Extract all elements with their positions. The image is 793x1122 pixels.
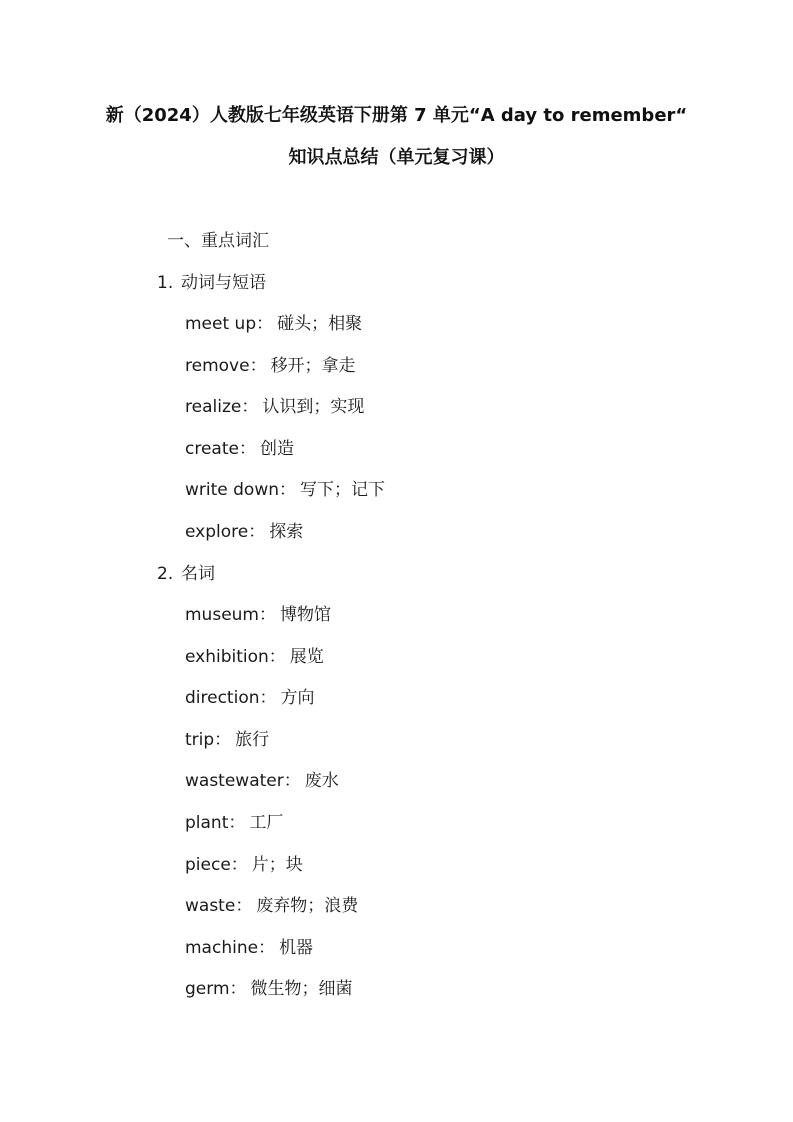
vocab-meaning: 认识到；实现 xyxy=(262,397,365,418)
vocab-term: explore xyxy=(185,521,249,542)
vocab-meaning: 工厂 xyxy=(249,812,284,833)
vocab-term: exhibition xyxy=(185,646,269,667)
group-heading-nouns xyxy=(157,562,215,586)
vocab-term: remove xyxy=(185,355,250,376)
vocab-meaning: 旅行 xyxy=(235,729,270,750)
vocab-term: direction xyxy=(185,688,260,709)
vocab-item xyxy=(185,603,358,645)
vocab-meaning: 废水 xyxy=(304,771,339,792)
vocab-meaning: 探索 xyxy=(269,521,304,542)
document-title-line-1: 新（2024）人教版七年级英语下册第 7 单元“A day to remember“ xyxy=(105,105,688,126)
vocab-item xyxy=(185,478,385,520)
vocab-separator: ： xyxy=(214,729,232,750)
vocab-term: write down xyxy=(185,480,280,501)
vocab-separator: ： xyxy=(259,605,276,625)
vocab-term: trip xyxy=(185,729,215,750)
vocab-separator: ： xyxy=(283,771,301,792)
vocab-item xyxy=(185,894,358,936)
section-heading-key-vocabulary: 一、重点词汇 xyxy=(167,231,269,251)
vocab-separator: ： xyxy=(229,979,247,1000)
vocab-meaning: 片；块 xyxy=(251,854,303,875)
vocab-meaning: 博物馆 xyxy=(280,605,331,625)
vocab-meaning: 写下；记下 xyxy=(300,480,386,501)
vocab-item xyxy=(185,645,358,687)
vocab-separator: ： xyxy=(241,397,259,418)
vocab-item xyxy=(185,936,358,978)
vocab-separator: ： xyxy=(235,896,253,917)
vocab-item xyxy=(185,811,358,853)
group-label: 名词 xyxy=(181,564,215,584)
group-heading-verbs-phrases xyxy=(157,271,266,295)
vocab-separator: ： xyxy=(238,438,256,459)
group-number: 1. xyxy=(157,273,174,293)
vocab-separator: ： xyxy=(230,854,248,875)
vocab-meaning: 展览 xyxy=(289,646,324,667)
vocab-separator: ： xyxy=(259,688,277,709)
vocab-term: wastewater xyxy=(185,771,284,792)
vocab-term: create xyxy=(185,438,239,459)
vocab-item xyxy=(185,853,358,895)
vocab-item xyxy=(185,977,358,1019)
vocab-meaning: 碰头；相聚 xyxy=(277,314,363,334)
vocab-item xyxy=(185,686,358,728)
vocab-item xyxy=(185,354,385,396)
vocab-meaning: 废弃物；浪费 xyxy=(256,896,359,917)
document-title-line-2: 知识点总结（单元复习课） xyxy=(288,147,505,168)
vocab-term: museum xyxy=(185,605,259,625)
vocab-separator: ： xyxy=(228,812,246,833)
vocab-item xyxy=(185,395,385,437)
vocab-term: meet up xyxy=(185,314,257,334)
vocab-term: machine xyxy=(185,937,259,958)
vocab-term: realize xyxy=(185,397,242,418)
vocab-meaning: 创造 xyxy=(259,438,294,459)
vocab-term: waste xyxy=(185,896,236,917)
vocab-item xyxy=(185,728,358,770)
group-label: 动词与短语 xyxy=(181,273,266,293)
vocab-separator: ： xyxy=(249,355,267,376)
vocab-separator: ： xyxy=(248,521,266,542)
vocab-separator: ： xyxy=(279,480,297,501)
vocab-separator: ： xyxy=(258,937,276,958)
vocab-list-nouns xyxy=(185,603,358,1019)
vocab-term: piece xyxy=(185,854,231,875)
vocab-item xyxy=(185,520,385,562)
vocab-term: plant xyxy=(185,812,229,833)
vocab-meaning: 方向 xyxy=(280,688,315,709)
vocab-meaning: 机器 xyxy=(279,937,314,958)
group-number: 2. xyxy=(157,564,174,584)
vocab-meaning: 微生物；细菌 xyxy=(250,979,353,1000)
vocab-item xyxy=(185,312,385,354)
vocab-separator: ： xyxy=(268,646,286,667)
vocab-item xyxy=(185,769,358,811)
vocab-separator: ： xyxy=(256,314,274,334)
vocab-list-verbs-phrases xyxy=(185,312,385,562)
vocab-meaning: 移开；拿走 xyxy=(270,355,356,376)
vocab-term: germ xyxy=(185,979,230,1000)
vocab-item xyxy=(185,437,385,479)
